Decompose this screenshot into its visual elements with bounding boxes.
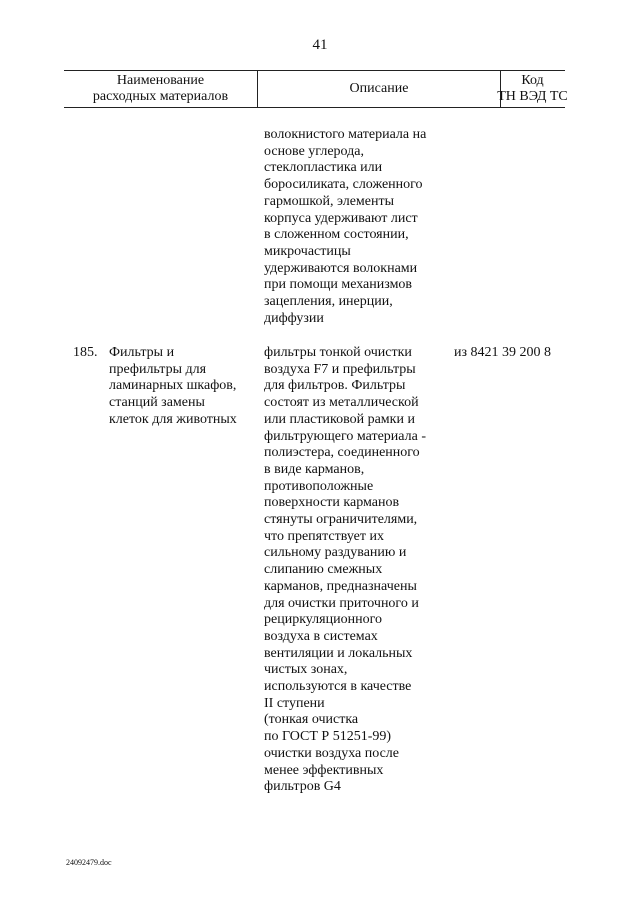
- table-header: [64, 70, 568, 108]
- header-name-line: расходных материалов: [92, 89, 229, 104]
- description-line: основе углерода,: [264, 143, 364, 159]
- description-line: сильному раздуванию и: [264, 545, 407, 561]
- description-line: полиэстера, соединенного: [264, 445, 420, 461]
- description-line: рециркуляционного: [264, 612, 382, 628]
- header-name-line: Наименование: [116, 73, 205, 88]
- description-line: при помощи механизмов: [264, 277, 413, 293]
- description-line: используются в качестве: [264, 679, 412, 695]
- header-code-line: ТН ВЭД ТС: [497, 89, 568, 104]
- continued-description: [264, 127, 426, 327]
- row-tn-ved-code: из 8421 39 200 8: [454, 345, 552, 360]
- header-code-line: Код: [521, 73, 544, 88]
- description-line: боросиликата, сложенного: [264, 177, 423, 193]
- description-line: чистых зонах,: [264, 662, 348, 678]
- header-name-column: [64, 71, 257, 107]
- description-line: очистки воздуха после: [264, 745, 399, 761]
- description-line: слипанию смежных: [264, 562, 383, 578]
- item-name-line: Фильтры и: [109, 345, 175, 360]
- description-line: фильтрующего материала -: [264, 428, 426, 444]
- description-line: что препятствует их: [264, 528, 385, 544]
- description-line: противоположные: [264, 478, 374, 494]
- description-line: воздуха в системах: [264, 628, 378, 644]
- description-line: по ГОСТ Р 51251-99): [264, 729, 392, 745]
- row-item-name: [109, 345, 237, 429]
- page-number: 41: [312, 37, 328, 53]
- description-line: гармошкой, элементы: [264, 193, 395, 209]
- description-line: менее эффективных: [264, 762, 384, 778]
- description-line: фильтры тонкой очистки: [264, 345, 412, 360]
- item-name-line: клеток для животных: [109, 411, 237, 427]
- description-line: поверхности карманов: [264, 495, 400, 511]
- description-line: удерживаются волокнами: [264, 260, 418, 276]
- description-line: для фильтров. Фильтры: [264, 378, 406, 394]
- description-line: в виде карманов,: [264, 461, 365, 477]
- description-line: для очистки приточного и: [264, 595, 419, 611]
- header-description-column: [257, 71, 501, 107]
- item-name-line: станций замены: [109, 395, 205, 411]
- description-line: корпуса удерживают лист: [264, 210, 418, 226]
- description-line: вентиляции и локальных: [264, 645, 413, 661]
- row-description: [264, 345, 426, 796]
- header-description-label: Описание: [349, 81, 409, 96]
- description-line: фильтров G4: [264, 779, 341, 795]
- description-line: карманов, предназначены: [264, 578, 417, 594]
- item-name-line: ламинарных шкафов,: [109, 378, 237, 394]
- footer-file-name: 24092479.doc: [66, 858, 112, 867]
- description-line: диффузии: [264, 310, 324, 326]
- description-line: стеклопластика или: [264, 160, 383, 176]
- item-name-line: префильтры для: [109, 361, 207, 377]
- description-line: воздуха F7 и префильтры: [264, 361, 416, 377]
- description-line: зацепления, инерции,: [264, 294, 393, 310]
- description-line: или пластиковой рамки и: [264, 411, 415, 427]
- description-line: состоят из металлической: [264, 395, 419, 411]
- description-line: в сложенном состоянии,: [264, 227, 409, 243]
- description-line: стянуты ограничителями,: [264, 512, 418, 528]
- description-line: (тонкая очистка: [264, 712, 359, 728]
- description-line: микрочастицы: [264, 243, 351, 259]
- description-line: волокнистого материала на: [264, 127, 427, 142]
- row-number: 185.: [73, 345, 98, 360]
- description-line: II ступени: [264, 695, 325, 711]
- header-code-column: [497, 71, 568, 107]
